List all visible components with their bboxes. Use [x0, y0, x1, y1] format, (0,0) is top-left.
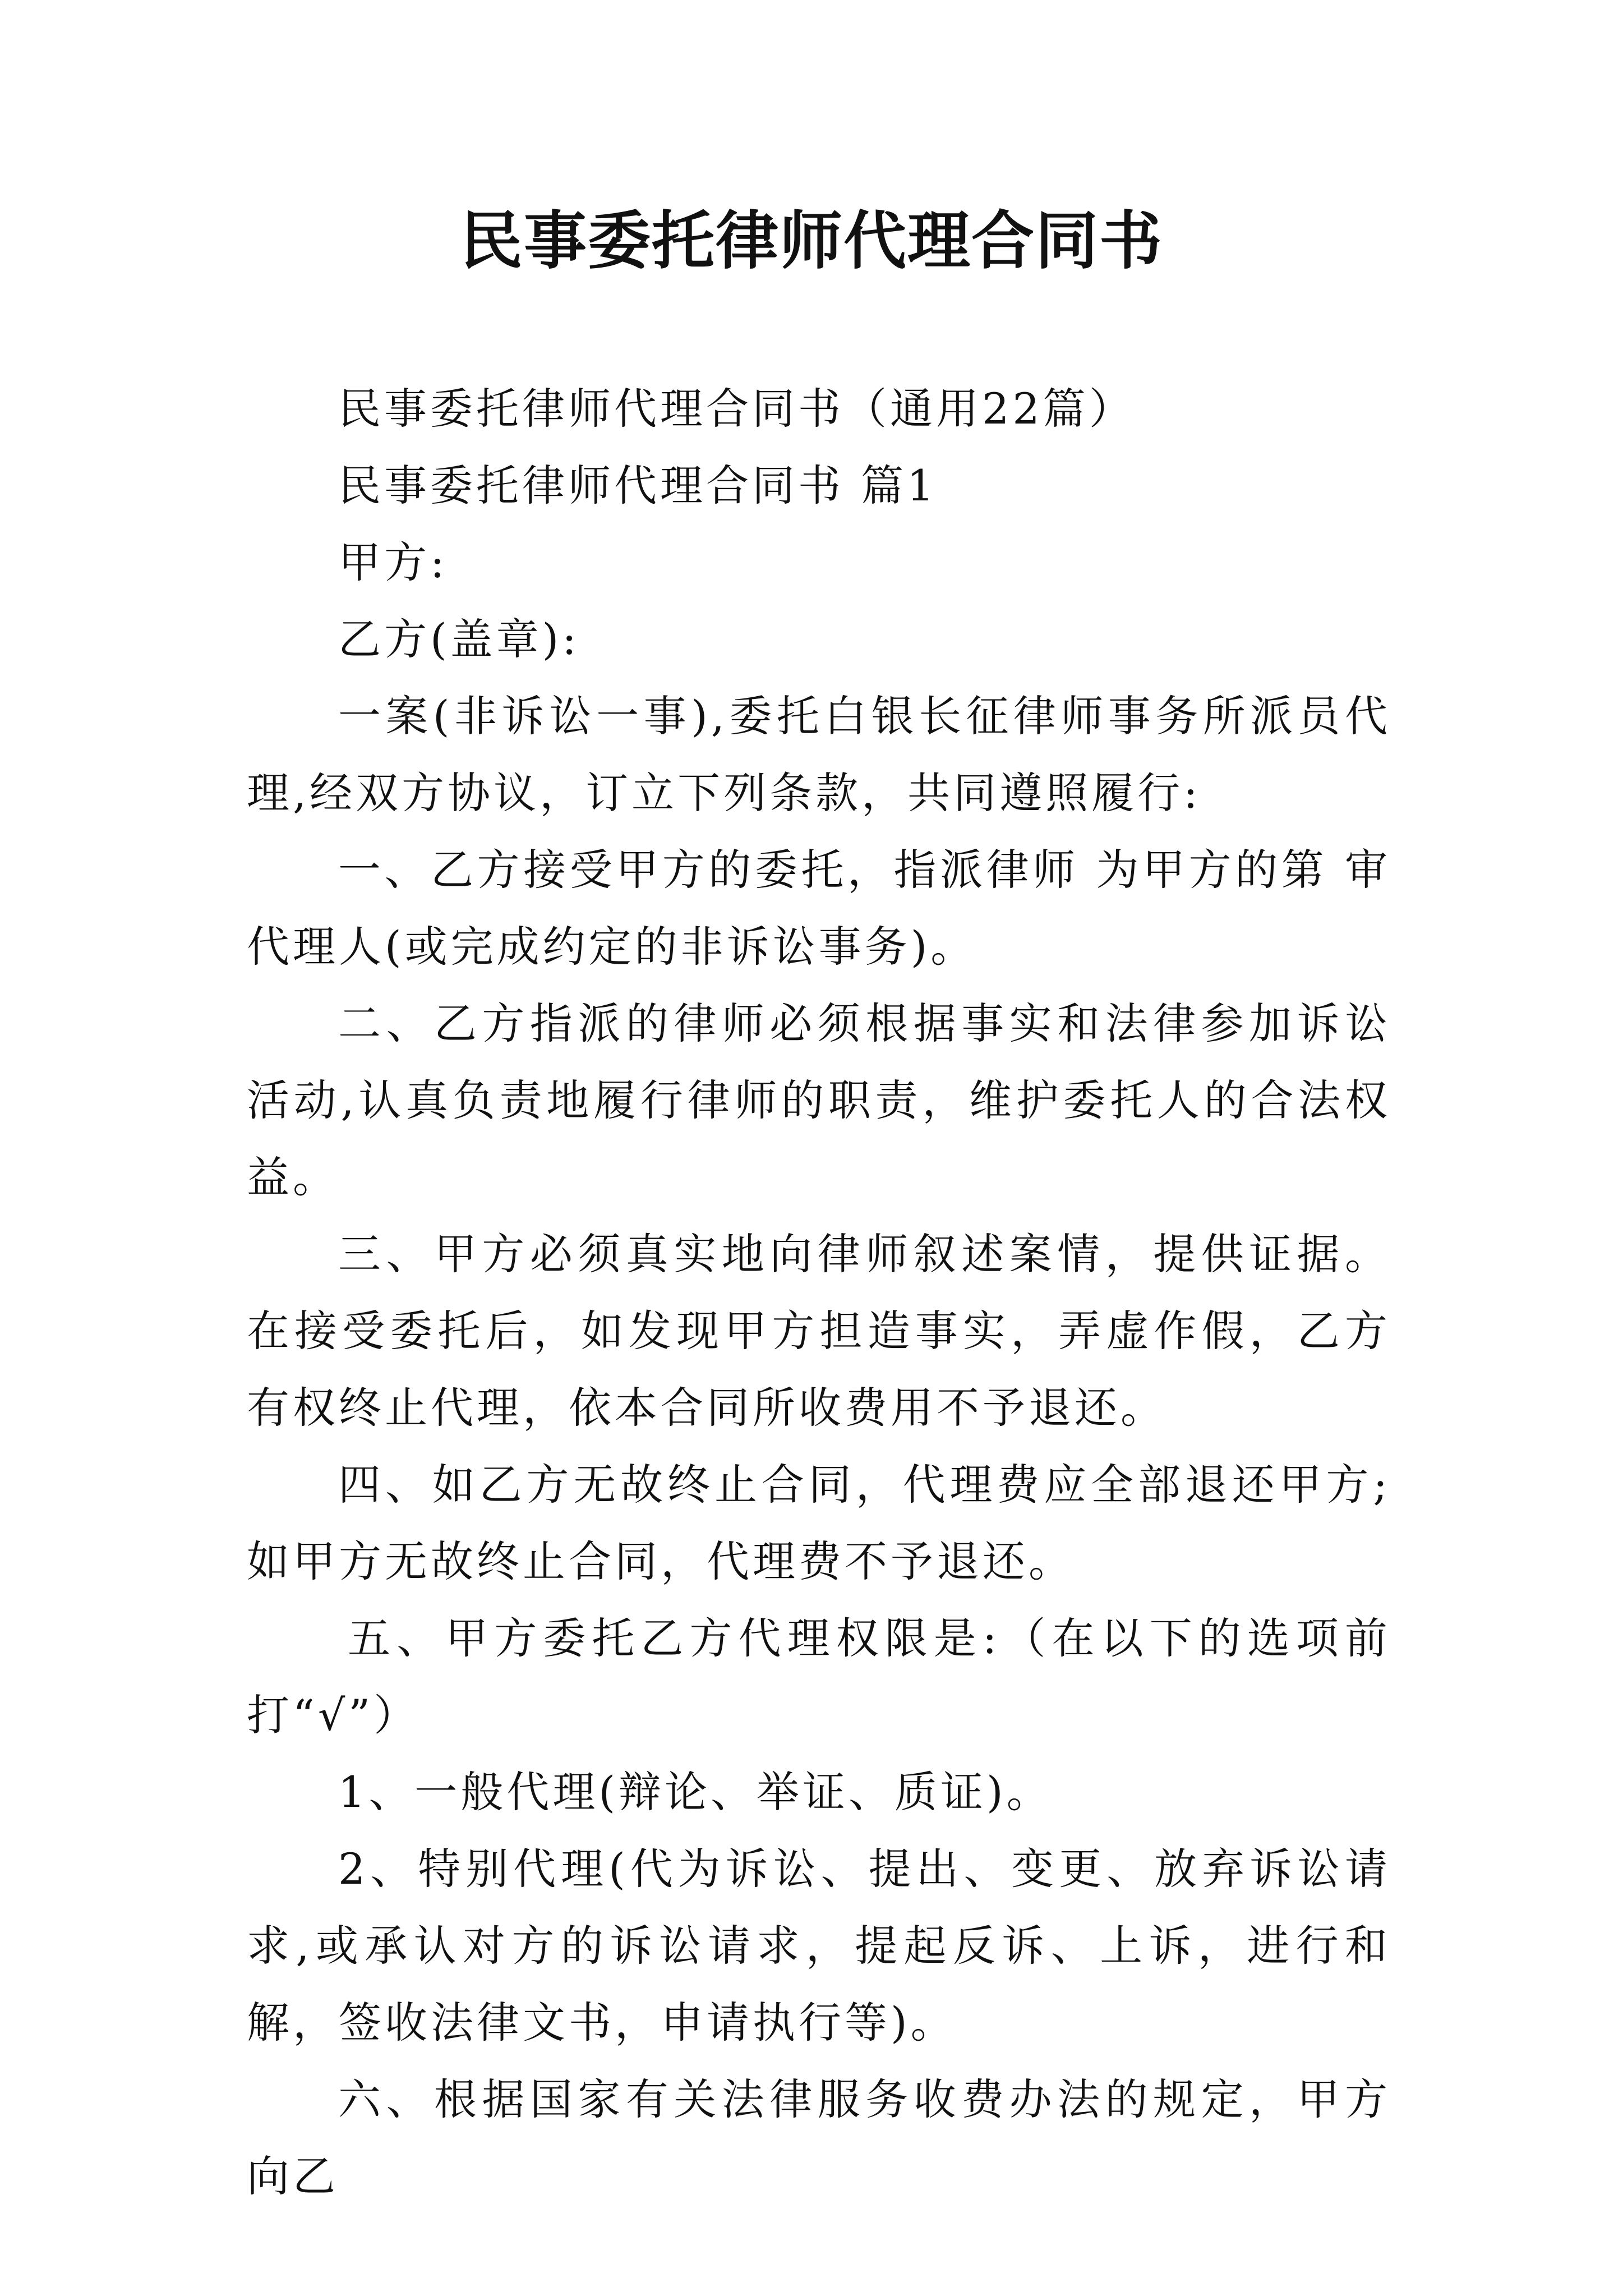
paragraph-clause-4: 四、如乙方无故终止合同，代理费应全部退还甲方;如甲方无故终止合同，代理费不予退还。 [247, 1460, 1391, 1586]
paragraph-option-2: 2、特别代理(代为诉讼、提出、变更、放弃诉讼请求,或承认对方的诉讼请求，提起反诉、上诉，进行和解，签收法律文书，申请执行等)。 [247, 1844, 1391, 2047]
page-title: 民事委托律师代理合同书 [460, 204, 1163, 278]
paragraph-subtitle: 民事委托律师代理合同书（通用22篇） [338, 384, 1135, 434]
paragraph-clause-1: 一、乙方接受甲方的委托，指派律师 为甲方的第 审代理人(或完成约定的非诉讼事务)。 [247, 845, 1391, 972]
document-body [247, 370, 1391, 2215]
paragraph-party-a: 甲方: [338, 537, 448, 587]
paragraph-option-1: 1、一般代理(辩论、举证、质证)。 [338, 1767, 1053, 1817]
paragraph-intro: 一案(非诉讼一事),委托白银长征律师事务所派员代理,经双方协议，订立下列条款，共同遵照履行: [247, 691, 1391, 818]
paragraph-clause-2: 二、乙方指派的律师必须根据事实和法律参加诉讼活动,认真负责地履行律师的职责，维护委托人的合法权益。 [247, 999, 1391, 1202]
paragraph-section-heading: 民事委托律师代理合同书 篇1 [338, 461, 938, 510]
paragraph-clause-5: 五、甲方委托乙方代理权限是:（在以下的选项前打“√”） [247, 1613, 1391, 1740]
paragraph-clause-6: 六、根据国家有关法律服务收费办法的规定，甲方向乙 [247, 2074, 1391, 2201]
paragraph-party-b: 乙方(盖章): [338, 614, 580, 664]
paragraph-clause-3: 三、甲方必须真实地向律师叙述案情，提供证据。在接受委托后，如发现甲方担造事实，弄虚作假，乙方有权终止代理，依本合同所收费用不予退还。 [247, 1229, 1391, 1433]
